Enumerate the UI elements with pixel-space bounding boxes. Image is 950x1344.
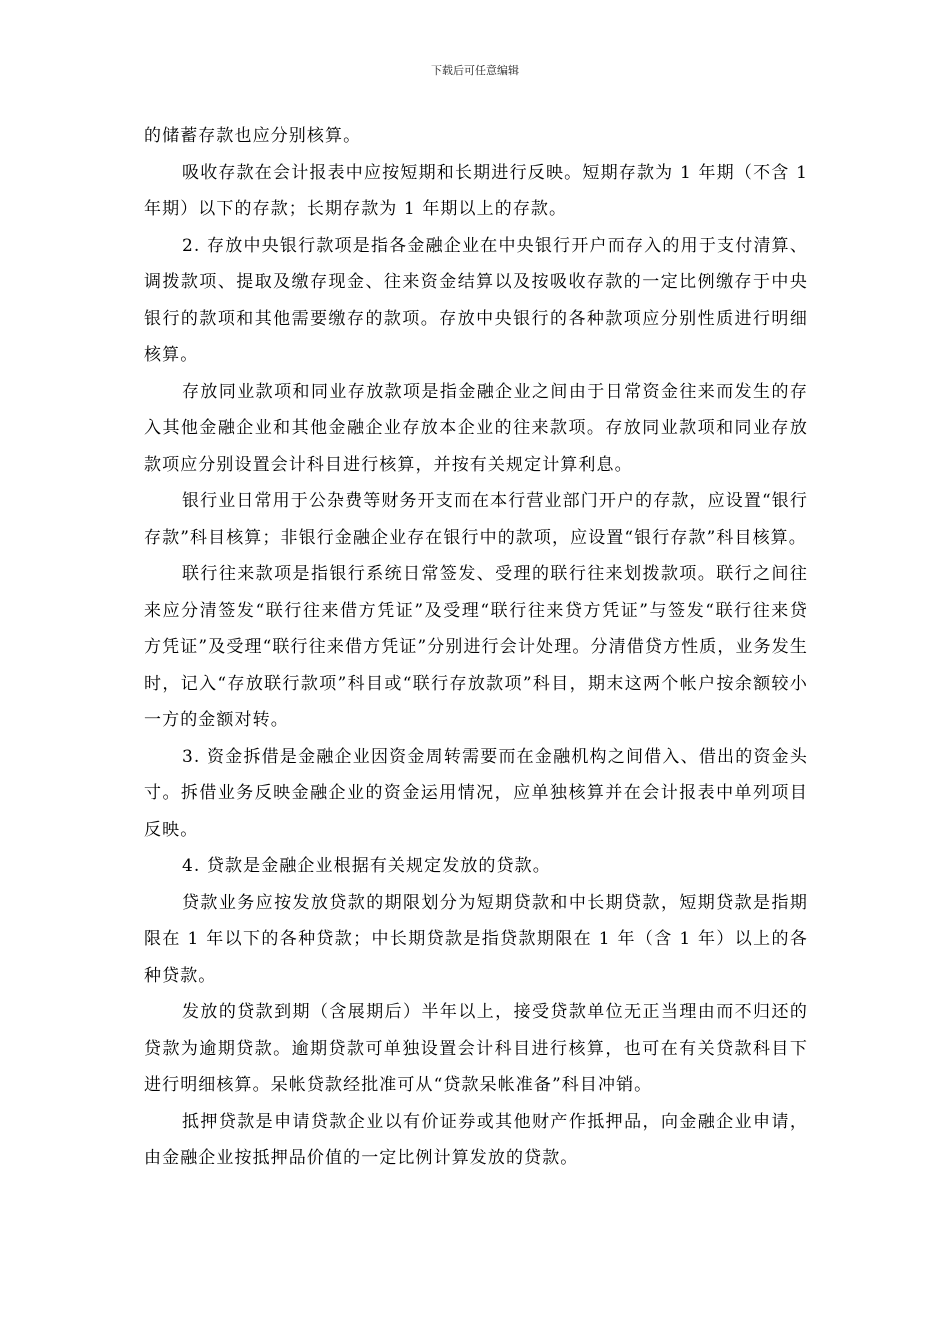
paragraph-1: 的储蓄存款也应分别核算。 [144,126,362,146]
paragraph-8: 4. 贷款是金融企业根据有关规定发放的贷款。 [182,856,551,876]
paragraph-3: 2. 存放中央银行款项是指各金融企业在中央银行开户而存入的用于支付清算、调拨款项、提取及缴存现金、往来资金结算以及按吸收存款的一定比例缴存于中央银行的款项和其他需要缴存的款项。存放中央银行的各种款项应分别性质进行明细核算。 [144,235,808,365]
paragraph-5: 银行业日常用于公杂费等财务开支而在本行营业部门开户的存款，应设置“银行存款”科目核算；非银行金融企业存在银行中的款项，应设置“银行存款”科目核算。 [144,491,808,548]
paragraph-11: 抵押贷款是申请贷款企业以有价证券或其他财产作抵押品，向金融企业申请，由金融企业按抵押品价值的一定比例计算发放的贷款。 [144,1111,808,1168]
paragraph-9: 贷款业务应按发放贷款的期限划分为短期贷款和中长期贷款，短期贷款是指期限在 1 年以下的各种贷款；中长期贷款是指贷款期限在 1 年（含 1 年）以上的各种贷款。 [144,892,808,986]
paragraph-2: 吸收存款在会计报表中应按短期和长期进行反映。短期存款为 1 年期（不含 1 年期）以下的存款；长期存款为 1 年期以上的存款。 [144,162,808,219]
page-header: 下载后可任意编辑 [431,64,519,77]
paragraph-10: 发放的贷款到期（含展期后）半年以上，接受贷款单位无正当理由而不归还的贷款为逾期贷款。逾期贷款可单独设置会计科目进行核算，也可在有关贷款科目下进行明细核算。呆帐贷款经批准可从“贷款呆帐准备”科目冲销。 [144,1002,808,1095]
paragraph-7: 3. 资金拆借是金融企业因资金周转需要而在金融机构之间借入、借出的资金头寸。拆借业务反映金融企业的资金运用情况，应单独核算并在会计报表中单列项目反映。 [144,746,808,840]
paragraph-4: 存放同业款项和同业存放款项是指金融企业之间由于日常资金往来而发生的存入其他金融企业和其他金融企业存放本企业的往来款项。存放同业款项和同业存放款项应分别设置会计科目进行核算，并按有关规定计算利息。 [144,381,808,475]
document-body [144,118,808,1177]
paragraph-6: 联行往来款项是指银行系统日常签发、受理的联行往来划拨款项。联行之间往来应分清签发“联行往来借方凭证”及受理“联行往来贷方凭证”与签发“联行往来贷方凭证”及受理“联行往来借方凭证”分别进行会计处理。分清借贷方性质，业务发生时，记入“存放联行款项”科目或“联行存放款项”科目，期末这两个帐户按余额较小一方的金额对转。 [144,564,808,730]
